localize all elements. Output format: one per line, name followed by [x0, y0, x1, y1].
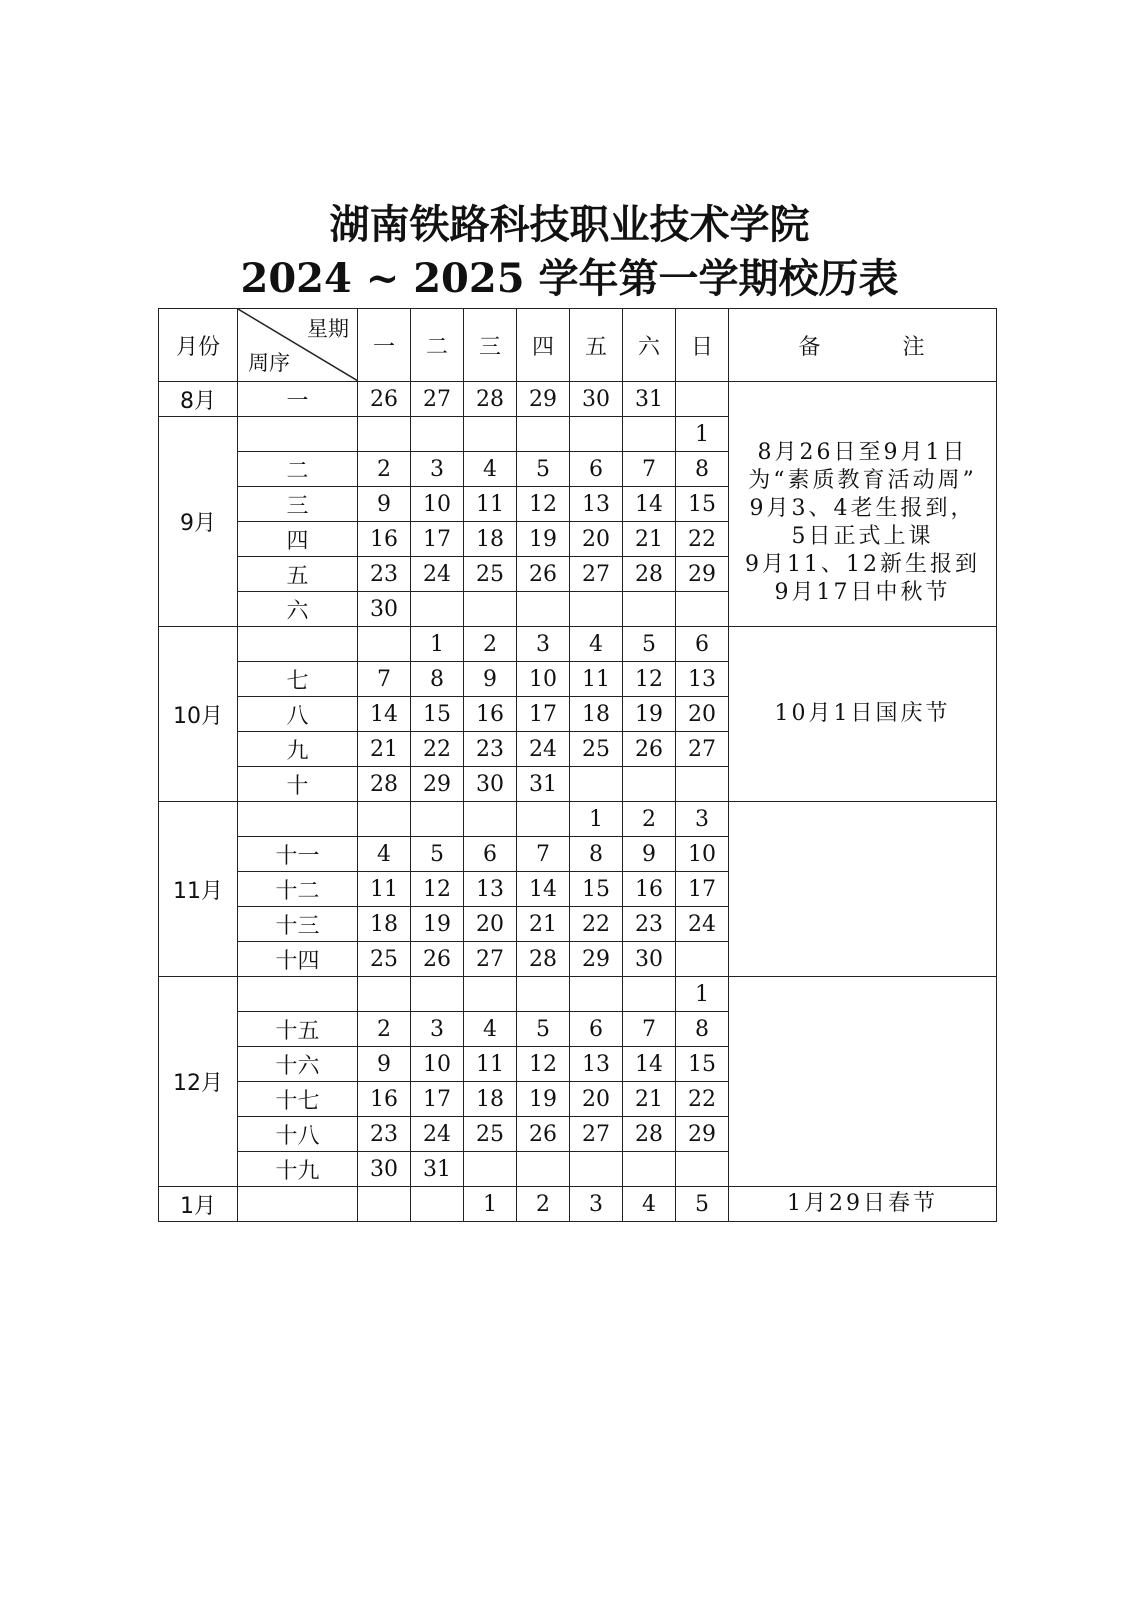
date-cell-tue — [411, 1187, 464, 1222]
week-number — [238, 977, 358, 1012]
date-cell-sun: 17 — [676, 872, 729, 907]
date-cell-mon: 11 — [358, 872, 411, 907]
date-cell-tue: 17 — [411, 522, 464, 557]
week-number: 十五 — [238, 1012, 358, 1047]
date-cell-tue: 3 — [411, 452, 464, 487]
header-day-fri: 五 — [570, 309, 623, 382]
date-cell-sun: 22 — [676, 522, 729, 557]
date-cell-tue: 24 — [411, 1117, 464, 1152]
date-cell-sat — [623, 767, 676, 802]
date-cell-thu: 19 — [517, 1082, 570, 1117]
date-cell-thu: 28 — [517, 942, 570, 977]
date-cell-thu: 26 — [517, 1117, 570, 1152]
date-cell-wed — [464, 592, 517, 627]
note-cell — [729, 382, 997, 627]
date-cell-thu — [517, 592, 570, 627]
date-cell-fri: 11 — [570, 662, 623, 697]
week-number — [238, 1187, 358, 1222]
date-cell-mon — [358, 802, 411, 837]
date-cell-mon: 7 — [358, 662, 411, 697]
date-cell-tue: 31 — [411, 1152, 464, 1187]
title-line-2: 2024 ~ 2025 学年第一学期校历表 — [240, 255, 899, 302]
header-weekday: 星期 — [307, 317, 349, 341]
date-cell-fri: 6 — [570, 1012, 623, 1047]
date-cell-sat: 12 — [623, 662, 676, 697]
note-line: 9月11、12新生报到 — [745, 552, 980, 577]
date-cell-fri: 20 — [570, 522, 623, 557]
date-cell-tue: 1 — [411, 627, 464, 662]
date-cell-thu: 17 — [517, 697, 570, 732]
date-cell-mon: 30 — [358, 592, 411, 627]
date-cell-sat: 21 — [623, 1082, 676, 1117]
date-cell-tue: 3 — [411, 1012, 464, 1047]
week-number: 三 — [238, 487, 358, 522]
date-cell-tue: 8 — [411, 662, 464, 697]
date-cell-fri: 3 — [570, 1187, 623, 1222]
header-day-tue: 二 — [411, 309, 464, 382]
date-cell-thu: 19 — [517, 522, 570, 557]
note-line: 9月3、4老生报到， — [749, 496, 976, 521]
date-cell-thu — [517, 1152, 570, 1187]
date-cell-fri: 1 — [570, 802, 623, 837]
title-line-1: 湖南铁路科技职业技术学院 — [329, 201, 810, 248]
note-line: 8月26日至9月1日 — [757, 440, 968, 465]
week-number: 一 — [238, 382, 358, 417]
date-cell-thu: 5 — [517, 452, 570, 487]
month-label: 10月 — [159, 627, 238, 802]
week-number — [238, 417, 358, 452]
date-cell-thu: 31 — [517, 767, 570, 802]
date-cell-sat: 28 — [623, 557, 676, 592]
date-cell-tue: 24 — [411, 557, 464, 592]
date-cell-wed — [464, 1152, 517, 1187]
date-cell-sat: 19 — [623, 697, 676, 732]
date-cell-thu: 12 — [517, 487, 570, 522]
date-cell-wed: 13 — [464, 872, 517, 907]
month-label: 1月 — [159, 1187, 238, 1222]
date-cell-sun: 22 — [676, 1082, 729, 1117]
date-cell-sun: 1 — [676, 417, 729, 452]
date-cell-sat: 14 — [623, 1047, 676, 1082]
date-cell-thu: 21 — [517, 907, 570, 942]
date-cell-thu: 10 — [517, 662, 570, 697]
date-cell-sat — [623, 1152, 676, 1187]
date-cell-fri: 20 — [570, 1082, 623, 1117]
date-cell-mon: 2 — [358, 452, 411, 487]
header-note-char-1: 备 — [798, 334, 823, 360]
date-cell-sun: 24 — [676, 907, 729, 942]
date-cell-wed: 4 — [464, 1012, 517, 1047]
week-number: 二 — [238, 452, 358, 487]
date-cell-wed: 6 — [464, 837, 517, 872]
date-cell-wed: 9 — [464, 662, 517, 697]
date-cell-fri — [570, 1152, 623, 1187]
date-cell-mon: 2 — [358, 1012, 411, 1047]
date-cell-fri: 13 — [570, 487, 623, 522]
week-number: 四 — [238, 522, 358, 557]
date-cell-mon: 18 — [358, 907, 411, 942]
note-line: 为“素质教育活动周” — [748, 468, 977, 493]
date-cell-tue: 15 — [411, 697, 464, 732]
calendar-table — [158, 308, 997, 1222]
week-number: 十四 — [238, 942, 358, 977]
date-cell-tue: 29 — [411, 767, 464, 802]
date-cell-wed: 1 — [464, 1187, 517, 1222]
date-cell-thu — [517, 417, 570, 452]
date-cell-sun: 20 — [676, 697, 729, 732]
date-cell-sun: 1 — [676, 977, 729, 1012]
date-cell-sun — [676, 382, 729, 417]
month-label: 12月 — [159, 977, 238, 1187]
week-number: 十六 — [238, 1047, 358, 1082]
date-cell-tue: 12 — [411, 872, 464, 907]
week-number: 十二 — [238, 872, 358, 907]
month-label: 8月 — [159, 382, 238, 417]
date-cell-sun — [676, 592, 729, 627]
date-cell-mon: 28 — [358, 767, 411, 802]
date-cell-wed: 27 — [464, 942, 517, 977]
date-cell-sat: 5 — [623, 627, 676, 662]
date-cell-thu: 24 — [517, 732, 570, 767]
date-cell-mon: 16 — [358, 522, 411, 557]
date-cell-tue: 26 — [411, 942, 464, 977]
date-cell-mon — [358, 977, 411, 1012]
date-cell-sun: 10 — [676, 837, 729, 872]
date-cell-fri: 27 — [570, 1117, 623, 1152]
date-cell-fri — [570, 767, 623, 802]
date-cell-sat — [623, 977, 676, 1012]
date-cell-mon — [358, 627, 411, 662]
date-cell-fri: 22 — [570, 907, 623, 942]
date-cell-sat: 4 — [623, 1187, 676, 1222]
note-line: 5日正式上课 — [791, 524, 934, 549]
date-cell-sat: 14 — [623, 487, 676, 522]
note-line: 9月17日中秋节 — [774, 580, 951, 605]
date-cell-fri: 8 — [570, 837, 623, 872]
date-cell-sun — [676, 942, 729, 977]
month-label: 9月 — [159, 417, 238, 627]
date-cell-wed: 23 — [464, 732, 517, 767]
date-cell-mon — [358, 1187, 411, 1222]
date-cell-thu — [517, 802, 570, 837]
date-cell-mon: 4 — [358, 837, 411, 872]
date-cell-fri: 6 — [570, 452, 623, 487]
date-cell-mon: 23 — [358, 1117, 411, 1152]
date-cell-mon: 21 — [358, 732, 411, 767]
note-line: 1月29日春节 — [787, 1191, 938, 1216]
date-cell-tue: 19 — [411, 907, 464, 942]
week-number: 十 — [238, 767, 358, 802]
date-cell-wed: 30 — [464, 767, 517, 802]
date-cell-mon: 26 — [358, 382, 411, 417]
date-cell-sun — [676, 1152, 729, 1187]
date-cell-sun: 5 — [676, 1187, 729, 1222]
date-cell-sat: 2 — [623, 802, 676, 837]
date-cell-fri: 25 — [570, 732, 623, 767]
date-cell-mon — [358, 417, 411, 452]
date-cell-thu: 14 — [517, 872, 570, 907]
month-label: 11月 — [159, 802, 238, 977]
date-cell-sat: 30 — [623, 942, 676, 977]
date-cell-thu: 5 — [517, 1012, 570, 1047]
date-cell-thu: 3 — [517, 627, 570, 662]
date-cell-wed — [464, 977, 517, 1012]
date-cell-wed: 4 — [464, 452, 517, 487]
week-row — [159, 977, 997, 1012]
header-month: 月份 — [159, 309, 238, 382]
date-cell-wed: 20 — [464, 907, 517, 942]
date-cell-mon: 16 — [358, 1082, 411, 1117]
date-cell-sat: 28 — [623, 1117, 676, 1152]
date-cell-tue — [411, 592, 464, 627]
date-cell-wed: 25 — [464, 1117, 517, 1152]
header-day-wed: 三 — [464, 309, 517, 382]
date-cell-sun: 13 — [676, 662, 729, 697]
date-cell-wed: 25 — [464, 557, 517, 592]
date-cell-thu: 26 — [517, 557, 570, 592]
note-cell — [729, 627, 997, 802]
date-cell-tue: 5 — [411, 837, 464, 872]
header-note — [729, 309, 997, 382]
date-cell-wed: 16 — [464, 697, 517, 732]
date-cell-wed: 18 — [464, 1082, 517, 1117]
header-day-mon: 一 — [358, 309, 411, 382]
week-number: 十一 — [238, 837, 358, 872]
date-cell-tue: 22 — [411, 732, 464, 767]
note-cell — [729, 802, 997, 977]
date-cell-wed: 11 — [464, 487, 517, 522]
date-cell-thu: 29 — [517, 382, 570, 417]
week-row — [159, 802, 997, 837]
date-cell-mon: 9 — [358, 1047, 411, 1082]
date-cell-wed — [464, 417, 517, 452]
date-cell-mon: 14 — [358, 697, 411, 732]
week-number: 十九 — [238, 1152, 358, 1187]
date-cell-fri — [570, 592, 623, 627]
date-cell-wed: 11 — [464, 1047, 517, 1082]
date-cell-thu: 7 — [517, 837, 570, 872]
header-day-thu: 四 — [517, 309, 570, 382]
date-cell-sat: 23 — [623, 907, 676, 942]
header-row — [159, 309, 997, 382]
week-number: 五 — [238, 557, 358, 592]
date-cell-sun: 15 — [676, 487, 729, 522]
header-day-sat: 六 — [623, 309, 676, 382]
week-number: 十八 — [238, 1117, 358, 1152]
date-cell-wed: 18 — [464, 522, 517, 557]
date-cell-sat: 7 — [623, 1012, 676, 1047]
date-cell-thu: 12 — [517, 1047, 570, 1082]
date-cell-tue: 27 — [411, 382, 464, 417]
date-cell-fri — [570, 417, 623, 452]
date-cell-tue — [411, 417, 464, 452]
date-cell-tue — [411, 802, 464, 837]
date-cell-sat — [623, 417, 676, 452]
date-cell-mon: 9 — [358, 487, 411, 522]
date-cell-fri: 18 — [570, 697, 623, 732]
note-line: 10月1日国庆节 — [774, 701, 951, 726]
week-row — [159, 382, 997, 417]
date-cell-tue: 10 — [411, 487, 464, 522]
week-number: 七 — [238, 662, 358, 697]
date-cell-sun — [676, 767, 729, 802]
date-cell-fri: 13 — [570, 1047, 623, 1082]
header-diagonal-cell — [238, 309, 358, 382]
date-cell-tue — [411, 977, 464, 1012]
week-number: 十三 — [238, 907, 358, 942]
date-cell-sat: 16 — [623, 872, 676, 907]
header-note-char-2: 注 — [902, 334, 927, 360]
date-cell-sun: 8 — [676, 1012, 729, 1047]
date-cell-sun: 29 — [676, 1117, 729, 1152]
date-cell-sat: 9 — [623, 837, 676, 872]
note-cell — [729, 1187, 997, 1222]
date-cell-sat: 26 — [623, 732, 676, 767]
date-cell-sun: 8 — [676, 452, 729, 487]
date-cell-wed: 28 — [464, 382, 517, 417]
date-cell-tue: 10 — [411, 1047, 464, 1082]
date-cell-mon: 23 — [358, 557, 411, 592]
header-day-sun: 日 — [676, 309, 729, 382]
date-cell-sat: 7 — [623, 452, 676, 487]
date-cell-sat: 21 — [623, 522, 676, 557]
date-cell-tue: 17 — [411, 1082, 464, 1117]
week-number: 九 — [238, 732, 358, 767]
date-cell-wed — [464, 802, 517, 837]
date-cell-sun: 27 — [676, 732, 729, 767]
date-cell-sat: 31 — [623, 382, 676, 417]
date-cell-wed: 2 — [464, 627, 517, 662]
date-cell-fri: 30 — [570, 382, 623, 417]
date-cell-fri: 29 — [570, 942, 623, 977]
date-cell-sun: 3 — [676, 802, 729, 837]
week-number: 六 — [238, 592, 358, 627]
date-cell-fri: 4 — [570, 627, 623, 662]
date-cell-sat — [623, 592, 676, 627]
week-number — [238, 802, 358, 837]
note-cell — [729, 977, 997, 1187]
date-cell-sun: 6 — [676, 627, 729, 662]
date-cell-fri: 27 — [570, 557, 623, 592]
date-cell-thu: 2 — [517, 1187, 570, 1222]
date-cell-mon: 25 — [358, 942, 411, 977]
date-cell-fri: 15 — [570, 872, 623, 907]
header-week-no: 周序 — [248, 351, 290, 375]
date-cell-sun: 15 — [676, 1047, 729, 1082]
week-number: 八 — [238, 697, 358, 732]
week-row — [159, 627, 997, 662]
date-cell-mon: 30 — [358, 1152, 411, 1187]
date-cell-fri — [570, 977, 623, 1012]
date-cell-thu — [517, 977, 570, 1012]
week-number: 十七 — [238, 1082, 358, 1117]
week-number — [238, 627, 358, 662]
date-cell-sun: 29 — [676, 557, 729, 592]
week-row — [159, 1187, 997, 1222]
